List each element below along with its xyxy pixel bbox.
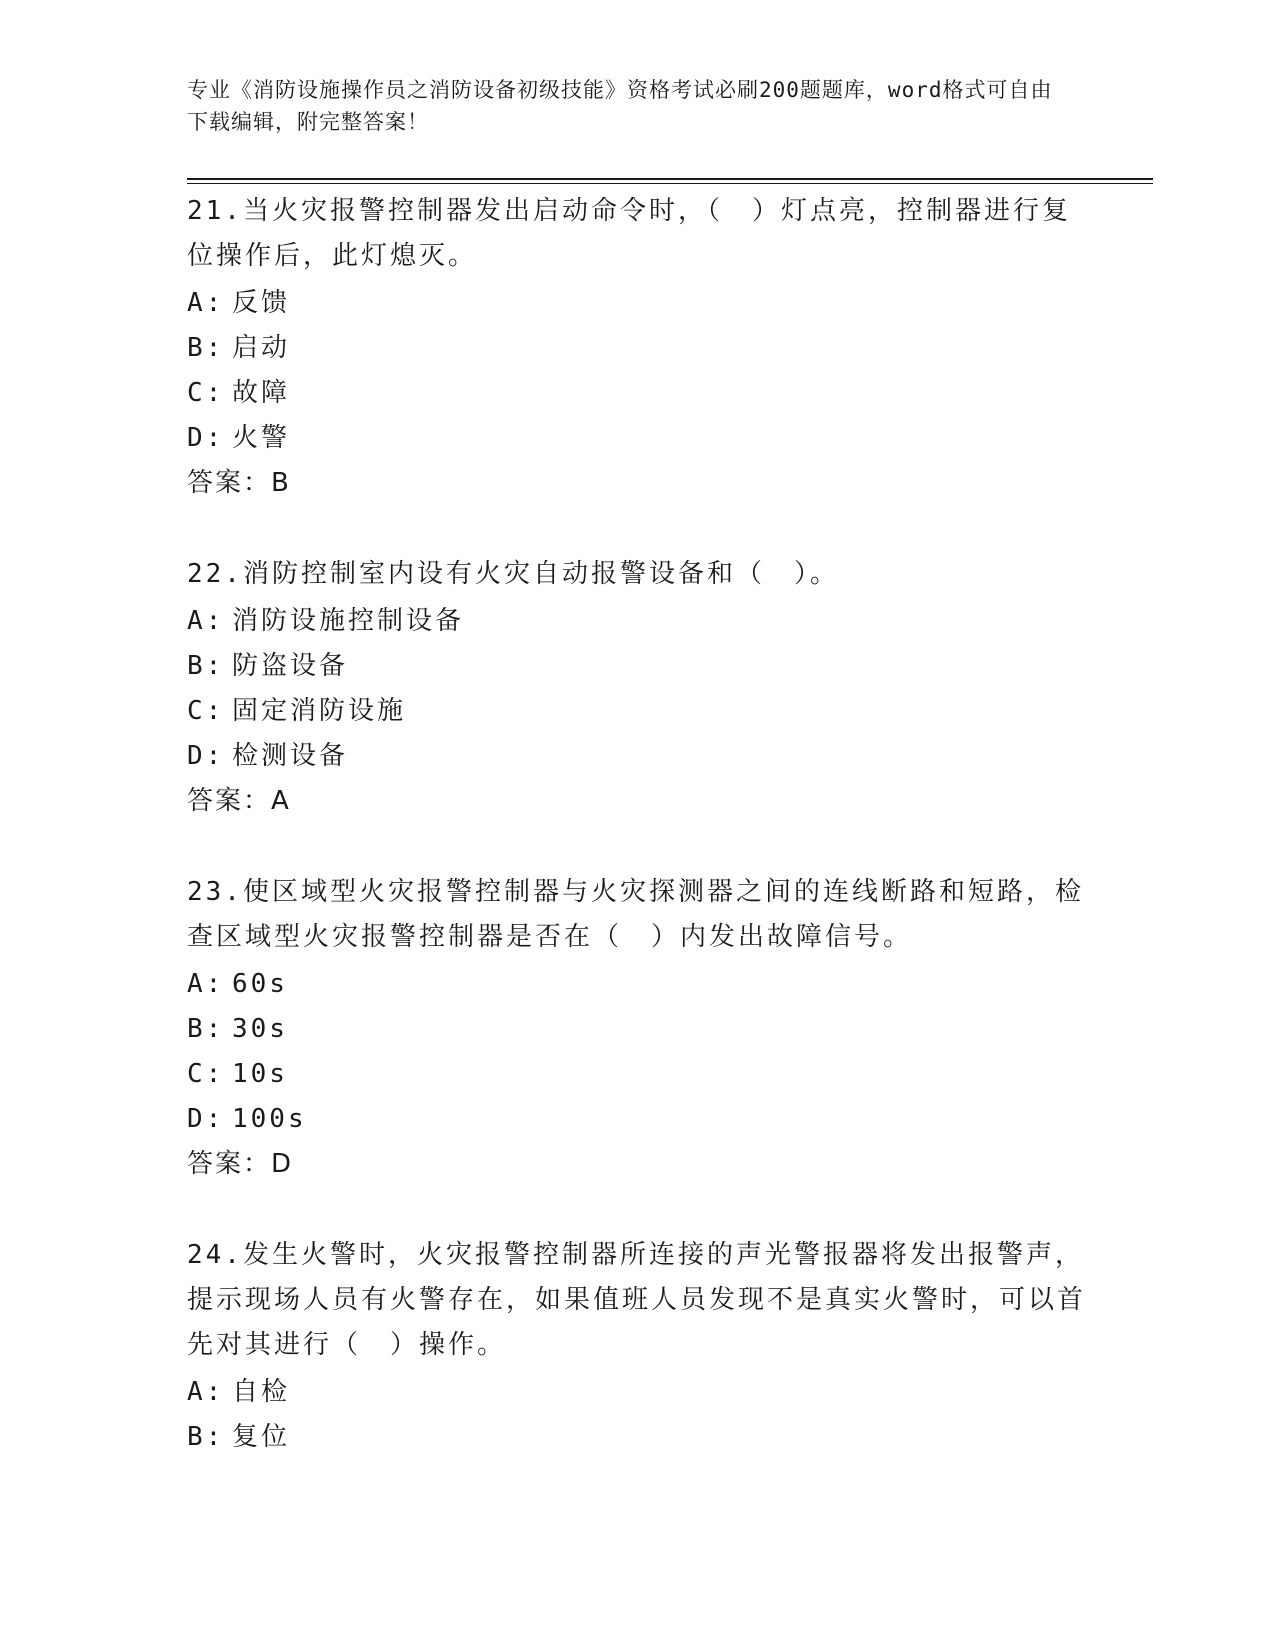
option-d — [187, 1097, 1087, 1142]
option-text: 60s — [232, 969, 288, 999]
option-letter: B: — [187, 651, 225, 681]
option-text: 启动 — [232, 333, 291, 363]
option-letter: D: — [187, 741, 225, 771]
option-text: 消防设施控制设备 — [232, 606, 465, 636]
question-stem: 22.消防控制室内设有火灾自动报警设备和（ ）。 — [187, 559, 839, 589]
option-text: 检测设备 — [232, 741, 349, 771]
option-a — [187, 599, 1087, 644]
option-letter: C: — [187, 1059, 225, 1089]
question-23 — [187, 870, 1087, 1187]
option-a — [187, 962, 1087, 1007]
header-divider-thin — [187, 183, 1153, 184]
option-letter: A: — [187, 606, 225, 636]
option-letter: C: — [187, 696, 225, 726]
option-text: 固定消防设施 — [232, 696, 407, 726]
option-text: 复位 — [232, 1422, 291, 1452]
option-c — [187, 689, 1087, 734]
option-text: 100s — [232, 1104, 307, 1134]
option-b — [187, 644, 1087, 689]
option-letter: A: — [187, 288, 225, 318]
option-text: 30s — [232, 1014, 288, 1044]
option-text: 防盗设备 — [232, 651, 349, 681]
option-text: 自检 — [232, 1377, 291, 1407]
question-stem: 24.发生火警时，火灾报警控制器所连接的声光警报器将发出报警声，提示现场人员有火警存在，如果值班人员发现不是真实火警时，可以首先对其进行（ ）操作。 — [187, 1240, 1087, 1360]
answer: 答案：B — [187, 468, 291, 498]
option-letter: D: — [187, 1104, 225, 1134]
option-text: 10s — [232, 1059, 288, 1089]
option-letter: B: — [187, 1422, 225, 1452]
option-text: 故障 — [232, 378, 291, 408]
question-stem: 23.使区域型火灾报警控制器与火灾探测器之间的连线断路和短路，检查区域型火灾报警控制器是否在（ ）内发出故障信号。 — [187, 877, 1084, 952]
answer: 答案：A — [187, 786, 291, 816]
option-a — [187, 1370, 1087, 1415]
question-22 — [187, 552, 1087, 824]
option-letter: B: — [187, 1014, 225, 1044]
option-b — [187, 1007, 1087, 1052]
option-text: 火警 — [232, 423, 291, 453]
option-letter: B: — [187, 333, 225, 363]
option-b — [187, 1415, 1087, 1460]
option-letter: C: — [187, 378, 225, 408]
option-a — [187, 281, 1087, 326]
document-header: 专业《消防设施操作员之消防设备初级技能》资格考试必刷200题题库，word格式可自由下载编辑，附完整答案！ — [187, 78, 1053, 134]
option-letter: A: — [187, 969, 225, 999]
question-list — [187, 189, 1087, 1506]
option-d — [187, 734, 1087, 779]
question-stem: 21.当火灾报警控制器发出启动命令时，（ ）灯点亮，控制器进行复位操作后，此灯熄灭。 — [187, 196, 1071, 271]
option-letter: D: — [187, 423, 225, 453]
option-d — [187, 416, 1087, 461]
answer: 答案：D — [187, 1149, 294, 1179]
option-letter: A: — [187, 1377, 225, 1407]
option-text: 反馈 — [232, 288, 291, 318]
option-b — [187, 326, 1087, 371]
question-24 — [187, 1233, 1087, 1460]
header-divider-thick — [187, 178, 1153, 180]
option-c — [187, 371, 1087, 416]
option-c — [187, 1052, 1087, 1097]
question-21 — [187, 189, 1087, 506]
